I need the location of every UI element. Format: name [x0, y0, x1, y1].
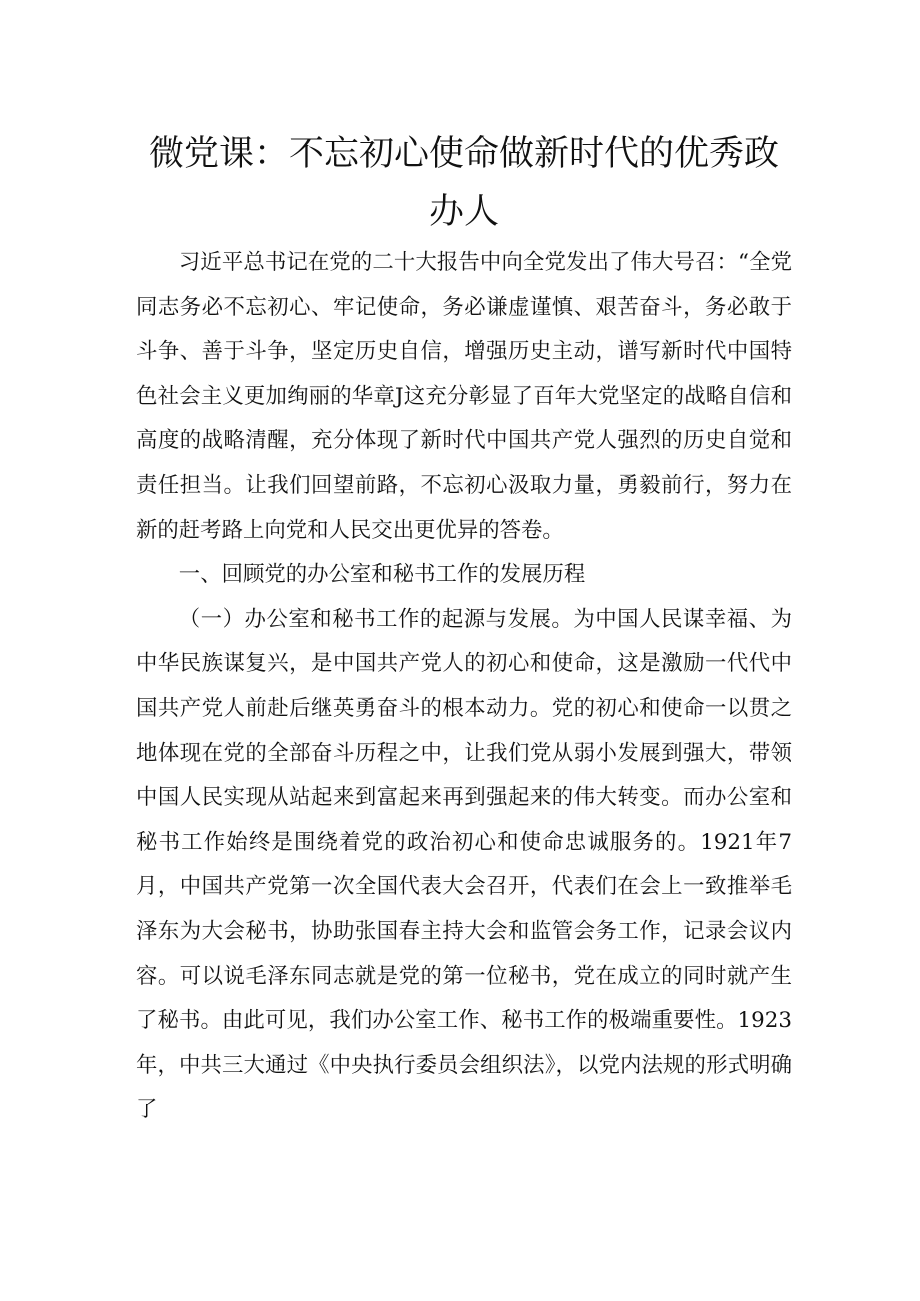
section-heading: 一、回顾党的办公室和秘书工作的发展历程 [178, 562, 586, 588]
document-title [136, 125, 792, 241]
document-body [136, 241, 792, 1133]
section-paragraph: （一）办公室和秘书工作的起源与发展。为中国人民谋幸福、为中华民族谋复兴，是中国共产党人的初心和使命，这是激励一代代中国共产党人前赴后继英勇奋斗的根本动力。党的初心和使命一以贯之地体现在党的全部奋斗历程之中，让我们党从弱小发展到强大，带领中国人民实现从站起来到富起来再到强起来的伟大转变。而办公室和秘书工作始终是围绕着党的政治初心和使命忠诚服务的。1921年7月，中国共产党第一次全国代表大会召开，代表们在会上一致推举毛泽东为大会秘书，协助张国春主持大会和监管会务工作，记录会议内容。可以说毛泽东同志就是党的第一位秘书，党在成立的同时就产生了秘书。由此可见，我们办公室工作、秘书工作的极端重要性。1923年，中共三大通过《中央执行委员会组织法》，以党内法规的形式明确了 [136, 606, 792, 1123]
intro-paragraph: 习近平总书记在党的二十大报告中向全党发出了伟大号召：“全党同志务必不忘初心、牢记使命，务必谦虚谨慎、艰苦奋斗，务必敢于斗争、善于斗争，坚定历史自信，增强历史主动，谱写新时代中国特色社会主义更加绚丽的华章J这充分彰显了百年大党坚定的战略自信和高度的战略清醒，充分体现了新时代中国共产党人强烈的历史自觉和责任担当。让我们回望前路，不忘初心汲取力量，勇毅前行，努力在新的赶考路上向党和人民交出更优异的答卷。 [136, 250, 792, 543]
title-line-2: 办人 [428, 192, 499, 232]
title-line-1: 微党课：不忘初心使命做新时代的优秀政 [148, 134, 779, 174]
